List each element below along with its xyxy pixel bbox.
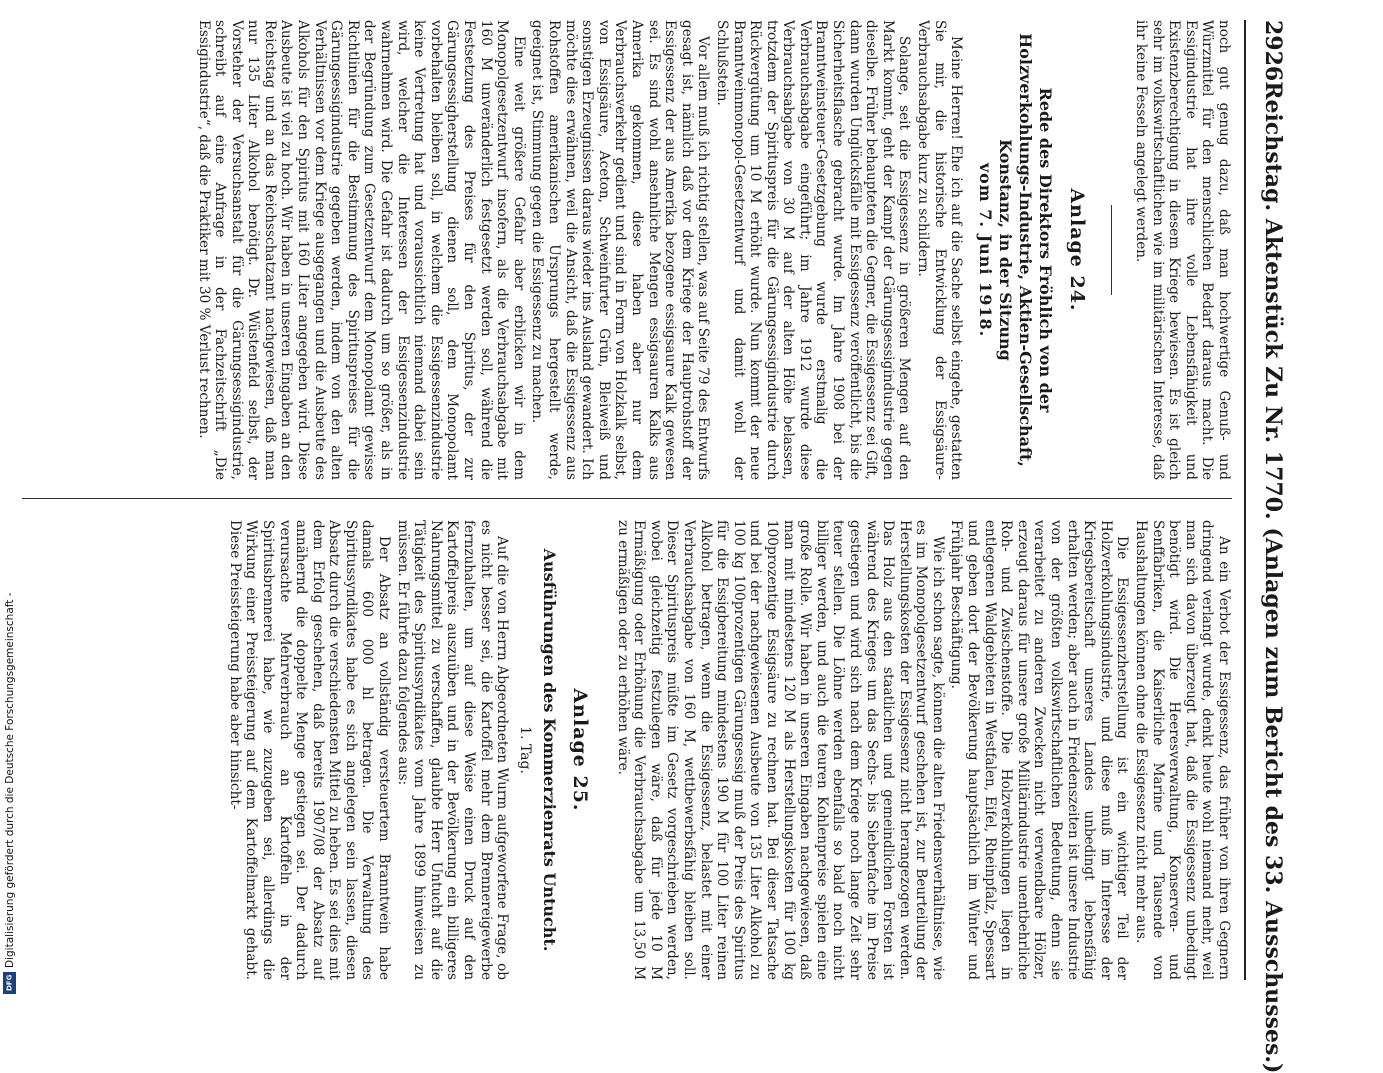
column-divider (22, 498, 1232, 499)
page-number: 2926 (1260, 20, 1286, 82)
section-title: Ausführungen des Kommerzienrats Untucht. (540, 548, 560, 952)
paragraph: Die Essigessenzherstellung ist ein wichtiger Teil der Holzverkohlungsindustrie, und diese muß im Interesse der Kriegsbereitschaft unseres Landes unbedingt lebensfähig erhalten werden; aber auch in Friedenszeiten ist unsere Industrie von der größten volkswirtschaftlichen Bedeutung, denn sie verarbeitet zu anderen Zwecken nicht verwendbare Hölzer, erzeugt daraus für unsere große Militärindustrie unentbehrliche Roh- und Zwischenstoffe. Die Holzverkohlungen liegen in entlegenen Waldgebieten in Westfalen, Eifel, Rheinpfalz, Spessart und geben dort der Bevölkerung hauptsächlich im Winter und Frühjahr Beschäftigung. (948, 520, 1131, 980)
paragraph: Solange, seit die Essigessenz in größeren Mengen auf den Markt kommt, geht der Kampf der Gärungsessigindustrie gegen dieselbe. Früher behaupteten die Gegner, die Essigessenz sei Gift, dann wurden Unglücksfälle mit Essigessenz veröffentlicht, bis die Sicherheitsflasche gebracht wurde. Im Jahre 1908 bei der Branntweinsteuer-Gesetzgebung wurde erstmalig die Verbrauchsabgabe eingeführt; im Jahre 1912 wurde diese Verbrauchsabgabe von 30 M auf der alten Höhe belassen, trotzdem der Spirituspreis für die Gärungsessigindustrie durch Rückvergütung um 10 M erhöht wurde. Nun kommt der neue Branntweinmonopol-Gesetzentwurf und damit wohl der Schlußstein. (713, 20, 913, 480)
annex-heading: Anlage 25. (569, 688, 592, 812)
day-heading: 1. Tag. (516, 726, 533, 774)
paragraph: Auf die von Herrn Abgeordneten Wurm aufgeworfene Frage, ob es nicht besser sei, die Kartoffel mehr dem Brennereigewerbe fernzuhalten, um auf diese Weise einen Druck auf den Kartoffelpreis auszuüben und in der Bevölkerung ein billigeres Nahrungsmittel zu verschaffen, glaubte Herr Untucht auf die Tätigkeit des Spiritussyndikates vom Jahre 1899 hinweisen zu müssen. Er führte dazu folgendes aus: (394, 520, 511, 980)
paragraph: noch gut genug dazu, daß man hochwertige Genuß- und Würzmittel für den menschlichen Bedarf daraus macht. Die Essigindustrie hat ihre volle Lebensfähigkeit und Existenzberechtigung in diesem Kriege bewiesen. Es ist gleich sehr im volkswirtschaftlichen wie im militärischen Interesse, daß ihr keine Fesseln angelegt werden. (1133, 20, 1232, 480)
speech-title: Rede des Direktors Fröhlich von der Holzverkohlungs-Industrie, Aktien-Gesellschaft, Konstanz, in der Sitzung (995, 33, 1055, 467)
paragraph: Vor allem muß ich richtig stellen, was auf Seite 79 des Entwurfs gesagt ist, nämlich daß vor dem Kriege der Hauptrohstoff der Essigessenz der aus Amerika bezogene essigsaure Kalk gewesen sei. Es sind wohl ansehnliche Mengen essigsauren Kalks aus Amerika gekommen, diese haben aber nur dem Verbrauchsverkehr gedient und sind in Form von Holzkalk selbst, von Essigsäure, Aceton, Schweinfurter Grün, Bleiweiß und sonstigen Erzeugnissen daraus wieder ins Ausland gewandert. Ich möchte dies erwähnen, weil die Ansicht, daß die Essigessenz aus Rohstoffen amerikanischen Ursprungs hergestellt werde, geeignet ist, Stimmung gegen die Essigessenz zu machen. (529, 20, 712, 480)
paragraph: Wie ich schon sagte, können die alten Friedensverhältnisse, wie es im Monopolgesetzentwurf geschehen ist, zur Beurteilung der Herstellungskosten der Essigessenz nicht herangezogen werden. Das Holz aus den staatlichen und gemeindlichen Forsten ist während des Krieges um das Sechs- bis Siebenfache im Preise gestiegen und wird sich nach dem Kriege noch lange Zeit sehr teuer stellen. Die Löhne werden ebenfalls so bald noch nicht billiger werden, und auch die teuren Kohlenpreise spielen eine große Rolle. Wir haben in unseren Eingaben nachgewiesen, daß man mit mindestens 120 M als Herstellungskosten für 100 kg 100prozentige Essigsäure zu rechnen hat. Bei dieser Tatsache und bei der nachgewiesenen Ausbeute von 135 Liter Alkohol zu 100 kg 100prozentigen Gärungsessig muß der Preis des Spiritus für die Essigbereitung mindestens 190 M für 100 Liter reinen Alkohol betragen, wenn die Essigessenz, belastet mit einer Verbrauchsabgabe von 160 M, wettbewerbsfähig bleiben soll. Dieser Spirituspreis müßte im Gesetz vorgeschrieben werden, wobei gleichzeitig festzulegen wäre, daß für jede 10 M Ermäßigung oder Erhöhung die Verbrauchsabgabe um 13,50 M zu ermäßigen oder zu erhöhen wäre. (614, 520, 946, 980)
running-title: Reichstag. Aktenstück Zu Nr. 1770. (Anlagen zum Bericht des 33. Ausschusses.) (1260, 81, 1286, 1073)
page-header (1244, 20, 1286, 1073)
speech-date: vom 7. Juni 1918. (975, 162, 995, 338)
digitization-credit: Digitalisierung gefördert durch die Deutsche Forschungsgemeinschaft - (4, 592, 16, 968)
right-column (22, 520, 1232, 980)
paragraph: Der Absatz an vollständig versteuertem Branntwein habe damals 600 000 hl betragen. Die Verwaltung des Spiritussyndikates habe es sich angelegen sein lassen, diesen Absatz durch die verschiedensten Mittel zu heben. Es sei dies mit dem Erfolg geschehen, daß bereits 1907/08 der Absatz auf annähernd die doppelte Menge gestiegen sei. Der dadurch verursachte Mehrverbrauch an Kartoffeln in der Spiritusbrennerei habe, wie zuzugeben sei, allerdings die Wirkung einer Preissteigerung auf dem Kartoffelmarkt gehabt. Diese Preissteigerung habe aber hinsicht- (226, 520, 393, 980)
paragraph: Meine Herren! Ehe ich auf die Sache selbst eingehe, gestatten Sie mir, die historische Entwicklung der Essigsäure-Verbrauchsabgabe kurz zu schildern. (915, 20, 965, 480)
paragraph: Eine weit größere Gefahr aber erblicken wir in dem Monopolgesetzentwurf insofern, als die Verbrauchsabgabe mit 160 M unveränderlich festgesetzt werden soll, während die Festsetzung des Preises für den Spiritus, der zur Gärungsessigherstellung dienen soll, dem Monopolamt vorbehalten bleiben soll, in welchem die Essigessenzindustrie keine Vertretung hat und voraussichtlich niemand dabei sein wird, welcher die Interessen der Essigessenzindustrie wahrnehmen wird. Die Gefahr ist dadurch um so größer, als in der Begründung zum Gesetzentwurf dem Monopolamt gewisse Richtlinien für die Bestimmung des Spirituspreises für die Gärungsessigindustrie gegeben werden, indem von den alten Verhältnissen vor dem Kriege ausgegangen und die Ausbeute des Alkohols für den Spiritus mit 160 Liter angegeben wird. Diese Ausbeute ist viel zu hoch. Wir haben in unseren Eingaben an den Reichstag und an das Reichsschatzamt nachgewiesen, daß man nur 135 Liter Alkohol benötigt. Dr. Wüstenfeld selbst, der Vorsteher der Versuchsanstalt für die Gärungsessigindustrie, schreibt auf eine Anfrage in der Fachzeitschrift „Die Essigindustrie“, daß die Praktiker mit 30 % Verlust rechnen. (195, 20, 527, 480)
dfg-logo: DFG (3, 972, 16, 994)
paragraph: An ein Verbot der Essigessenz, das früher von ihren Gegnern dringend verlangt wurde, denkt heute wohl niemand mehr, weil man sich davon überzeugt hat, daß die Essigessenz unbedingt benötigt wird. Die Heeresverwaltung, Konserven- und Senffabriken, die Kaiserliche Marine und Tausende von Haushaltungen können ohne die Essigessenz nicht mehr aus. (1133, 520, 1232, 980)
separator-rule (1111, 205, 1112, 295)
left-column (22, 20, 1232, 480)
annex-heading: Anlage 24. (1066, 188, 1089, 312)
document-page (10, 0, 1290, 1073)
